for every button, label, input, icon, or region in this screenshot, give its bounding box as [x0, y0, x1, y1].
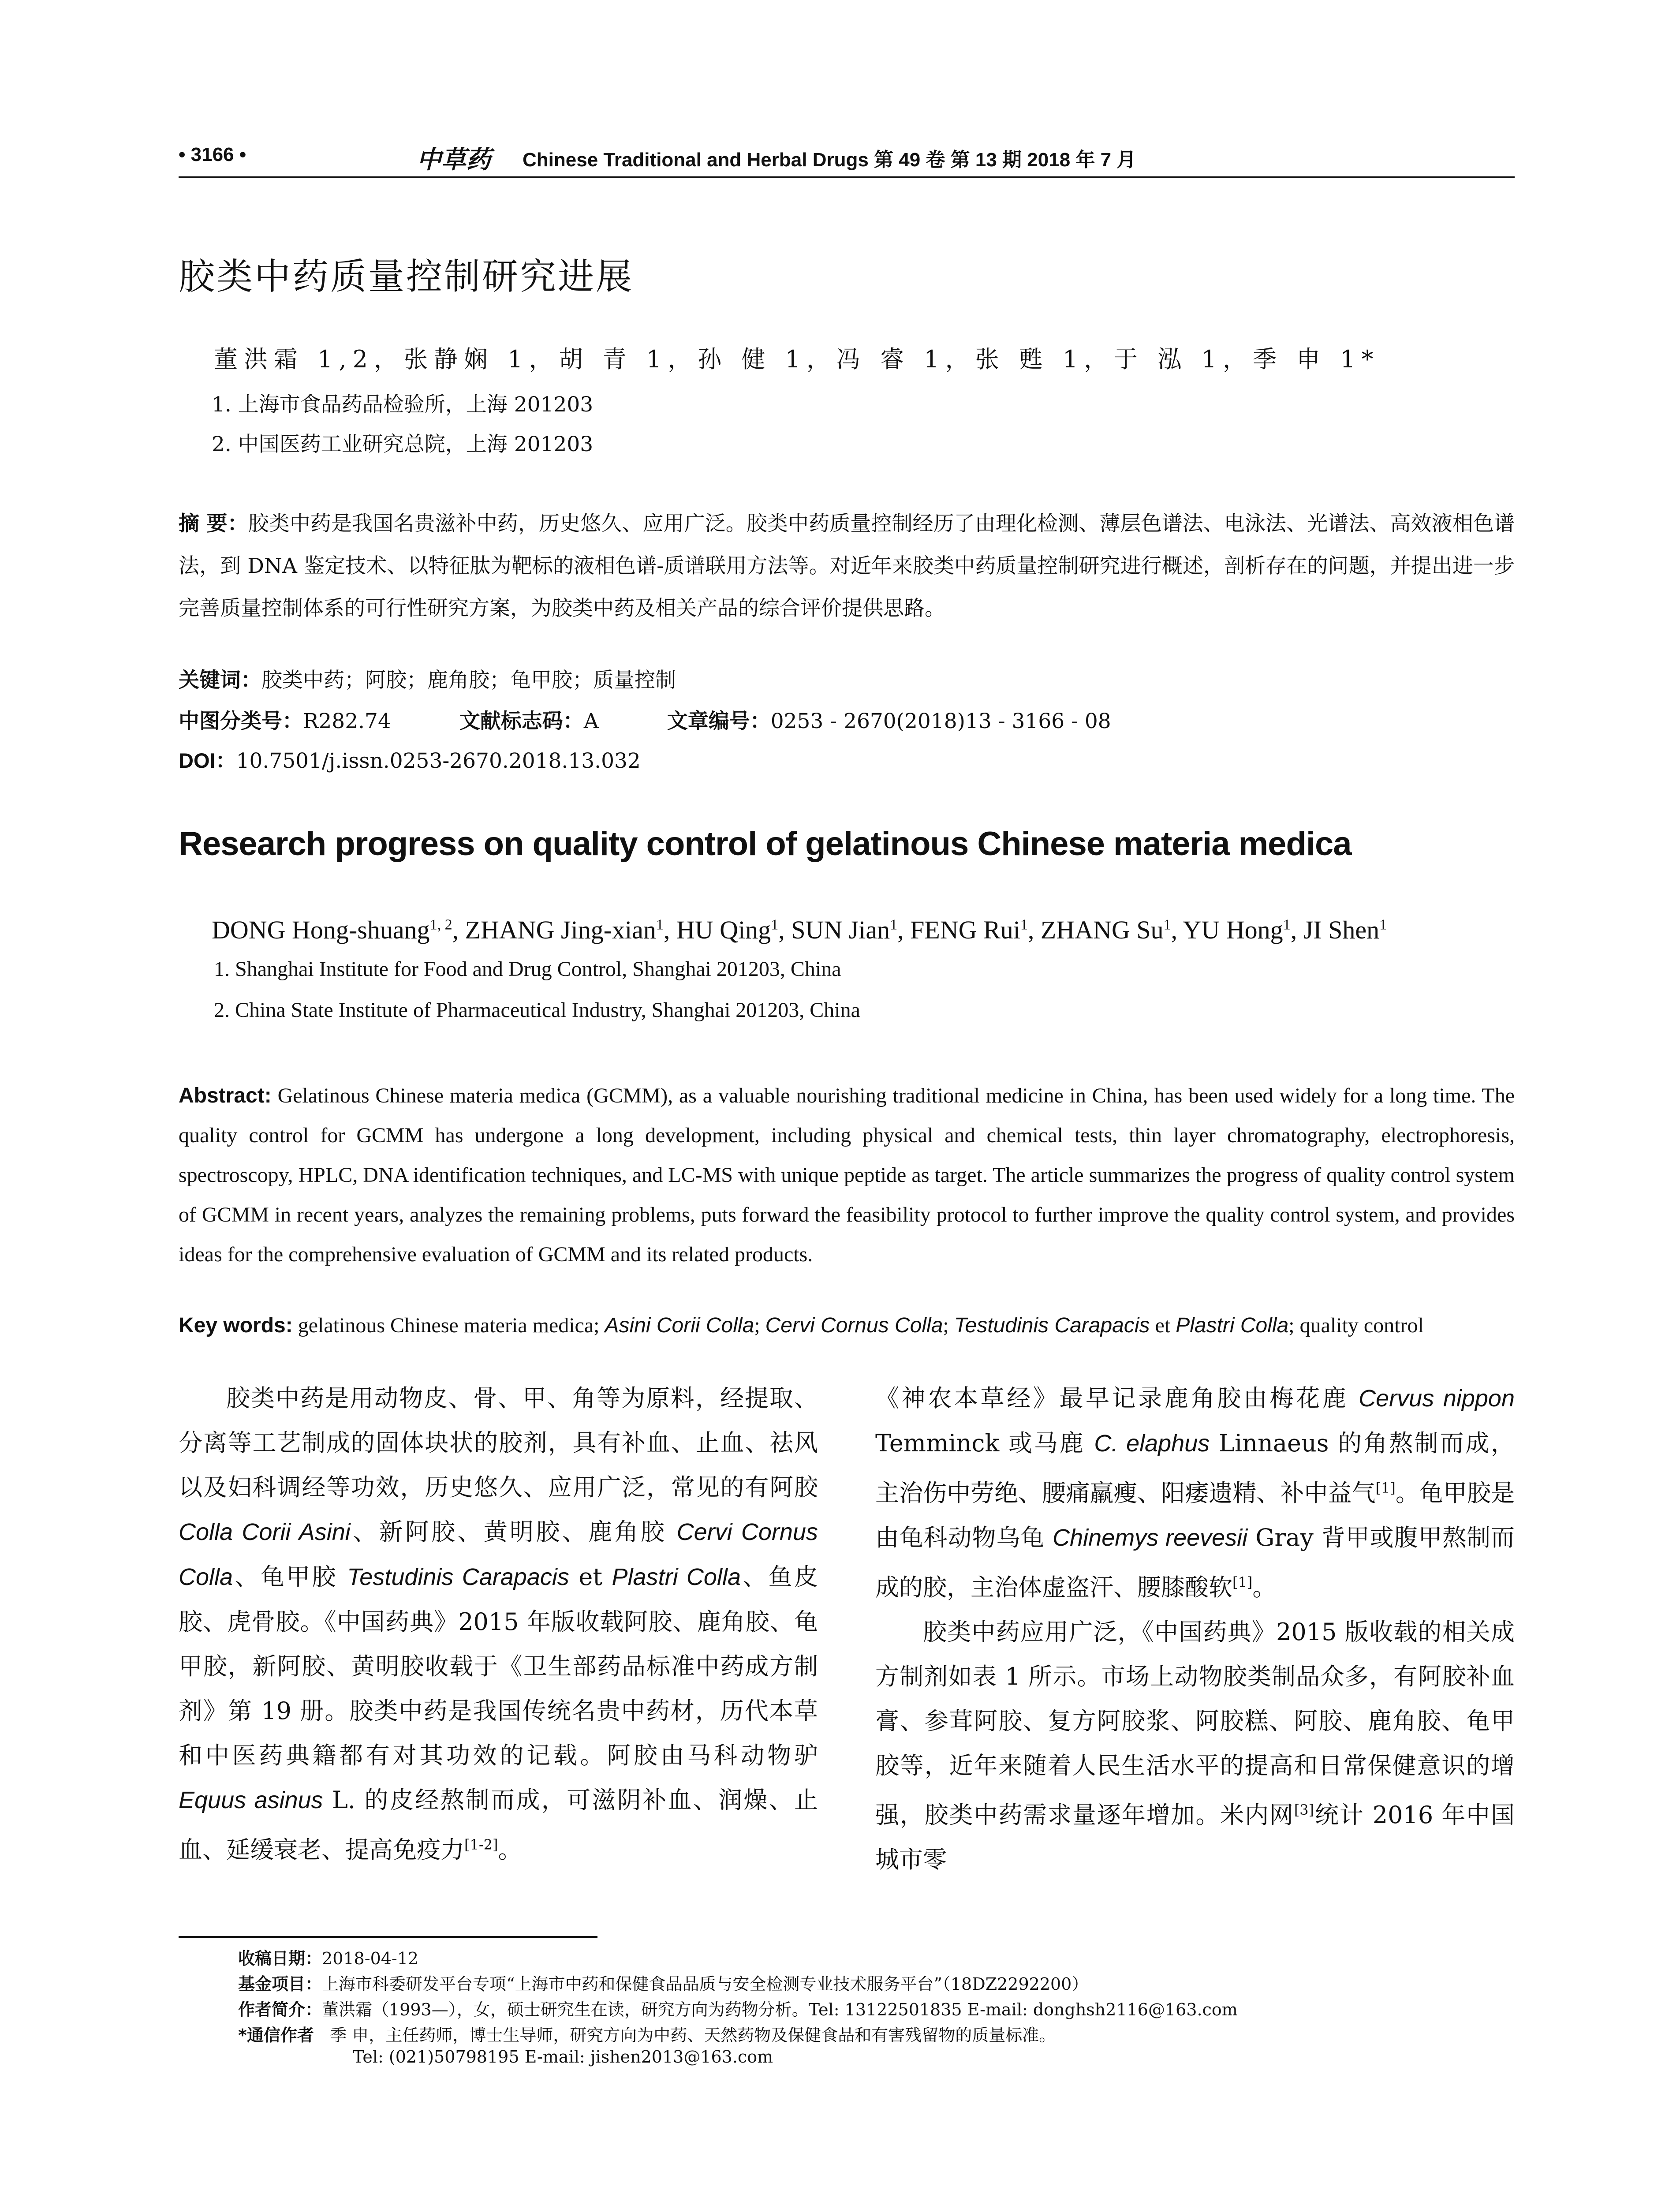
- keywords-en-label: Key words:: [179, 1314, 293, 1337]
- doi-line: [179, 744, 641, 774]
- footnote-fund: [238, 1970, 1088, 1995]
- body-column-right: [875, 1376, 1515, 1882]
- author-en-name: JI Shen: [1303, 916, 1380, 944]
- latin-name: Equus asinus: [179, 1787, 323, 1813]
- body-text: 胶类中药是用动物皮、骨、甲、角等为原料，经提取、分离等工艺制成的固体块状的胶剂，具有补血、止血、祛风以及妇科调经等功效，历史悠久、应用广泛，常见的有阿胶: [179, 1384, 818, 1501]
- abstract-en-text: Gelatinous Chinese materia medica (GCMM), as a valuable nourishing traditional medicine in China, has been used widely for a long time. The quality control for GCMM has undergone a long development, including physical and chemical tests, thin layer chromatography, electrophoresis, spectroscopy, HPLC, DNA identification techniques, and LC-MS with unique peptide as target. The article summarizes the progress of quality control system of GCMM in recent years, analyzes the remaining problems, puts forward the feasibility protocol to further improve the quality control system, and provides ideas for the comprehensive evaluation of GCMM and its related products.: [179, 1084, 1515, 1266]
- body-column-left: [179, 1376, 818, 1872]
- body-paragraph: [875, 1376, 1515, 1610]
- body-paragraph: [179, 1376, 818, 1872]
- latin-name: C. elaphus: [1094, 1430, 1210, 1457]
- keywords-en: [179, 1313, 1424, 1338]
- article-no-label: 文章编号：: [667, 709, 771, 733]
- author-en-sup: 1: [771, 916, 779, 933]
- footnote-rule: [179, 1936, 597, 1938]
- keywords-en-text: gelatinous Chinese materia medica;: [298, 1314, 605, 1337]
- footnote-label: 收稿日期：: [238, 1949, 322, 1968]
- body-text: Linnaeus 的角熬制而成，主治伤中劳绝、腰痛羸瘦、阳痿遗精、补中益气: [875, 1429, 1515, 1507]
- author-en-name: SUN Jian: [791, 916, 890, 944]
- clc-label: 中图分类号：: [179, 709, 303, 733]
- abstract-cn-text: 胶类中药是我国名贵滋补中药，历史悠久、应用广泛。胶类中药质量控制经历了由理化检测、薄层色谱法、电泳法、光谱法、高效液相色谱法，到 DNA 鉴定技术、以特征肽为靶标的液相色谱-质谱联用方法等。对近年来胶类中药质量控制研究进行概述，剖析存在的问题，并提出进一步完善质量控制体系的可行性研究方案，为胶类中药及相关产品的综合评价提供思路。: [179, 512, 1515, 620]
- author-en-sup: 1: [1379, 916, 1387, 933]
- body-text: 。龟甲胶是由龟科动物乌龟: [875, 1479, 1515, 1551]
- affiliation-cn-2: 2. 中国医药工业研究总院，上海 201203: [212, 432, 594, 456]
- body-text: et: [569, 1563, 612, 1591]
- footnote-label: *通信作者: [238, 2026, 314, 2045]
- author-en-name: DONG Hong-shuang: [212, 916, 430, 944]
- citation[interactable]: [1-2]: [464, 1836, 498, 1853]
- doc-code-value: A: [583, 709, 599, 733]
- keywords-en-text: ; quality control: [1288, 1314, 1424, 1337]
- classification-line: [179, 705, 1515, 734]
- latin-name: Plastri Colla: [612, 1564, 741, 1590]
- latin-name: Cervus nippon: [1359, 1385, 1515, 1412]
- author-en-sup: 1: [1283, 916, 1291, 933]
- citation[interactable]: [1]: [1375, 1480, 1396, 1496]
- author-en-name: HU Qing: [676, 916, 771, 944]
- body-text: Gray 背甲或腹甲熬制而成的胶，主治体虚盗汗、腰膝酸软: [875, 1524, 1515, 1601]
- doi-value[interactable]: 10.7501/j.issn.0253-2670.2018.13.032: [236, 749, 641, 773]
- body-text: 胶类中药应用广泛，《中国药典》2015 版收载的相关成方制剂如表 1 所示。市场上动物胶类制品众多，有阿胶补血膏、参茸阿胶、复方阿胶浆、阿胶糕、阿胶、鹿角胶、龟甲胶等，近年来随着人民生活水平的提高和日常保健意识的增强，胶类中药需求量逐年增加。米内网: [875, 1618, 1515, 1829]
- body-text: 。: [1252, 1573, 1277, 1601]
- affiliation-cn-1: 1. 上海市食品药品检验所，上海 201203: [212, 392, 594, 417]
- latin-name: Colla Corii Asini: [179, 1519, 351, 1545]
- keywords-cn-label: 关键词：: [179, 668, 261, 692]
- keyword-latin: Plastri Colla: [1176, 1314, 1289, 1337]
- body-text: 《神农本草经》最早记录鹿角胶由梅花鹿: [875, 1384, 1359, 1412]
- author-en-name: YU Hong: [1183, 916, 1283, 944]
- abstract-en: [179, 1076, 1515, 1274]
- keywords-cn: [179, 664, 676, 693]
- keywords-en-sep: ;: [754, 1314, 765, 1337]
- authors-cn: 董洪霜 1,2，张静娴 1，胡 青 1，孙 健 1，冯 睿 1，张 甦 1，于 泓 1，季 申 1*: [214, 345, 1380, 373]
- body-text: 、鱼皮胶、虎骨胶。《中国药典》2015 年版收载阿胶、鹿角胶、龟甲胶，新阿胶、黄明胶收载于《卫生部药品标准中药成方制剂》第 19 册。胶类中药是我国传统名贵中药材，历代本草和中医药典籍都有对其功效的记载。阿胶由马科动物驴: [179, 1563, 818, 1769]
- latin-name: Chinemys reevesii: [1053, 1525, 1248, 1551]
- footnote-text: 季 申，主任药师，博士生导师，研究方向为中药、天然药物及保健食品和有害残留物的质量标准。: [330, 2026, 1056, 2045]
- author-en-sup: 1, 2: [429, 916, 452, 933]
- keyword-latin: Asini Corii Colla: [605, 1314, 754, 1337]
- author-en-name: FENG Rui: [910, 916, 1020, 944]
- author-en-sup: 1: [656, 916, 664, 933]
- author-en-name: ZHANG Jing-xian: [465, 916, 656, 944]
- keyword-latin: Cervi Cornus Colla: [765, 1314, 943, 1337]
- affiliation-en-1: 1. Shanghai Institute for Food and Drug Control, Shanghai 201203, China: [214, 957, 841, 981]
- running-header: [179, 140, 1515, 176]
- keywords-cn-text: 胶类中药；阿胶；鹿角胶；龟甲胶；质量控制: [261, 668, 676, 692]
- body-paragraph: [875, 1610, 1515, 1882]
- title-cn: 胶类中药质量控制研究进展: [179, 256, 634, 298]
- footnote-author: [238, 1996, 1238, 2020]
- footnote-corresponding: [238, 2022, 1056, 2046]
- authors-en: DONG Hong-shuang$^{1, 2}$, ZHANG Jing-xian$^1$, HU Qing$^1$, SUN Jian$^1$, FENG Rui$^1$, ZHANG Su$^1$, YU Hong$^1$, JI Shen$^1$: [212, 916, 1387, 944]
- body-text: Temminck 或马鹿: [875, 1429, 1094, 1457]
- keywords-en-sep: et: [1150, 1314, 1176, 1337]
- journal-info: Chinese Traditional and Herbal Drugs 第 49 卷 第 13 期 2018 年 7 月: [523, 149, 1136, 171]
- abstract-cn-label: 摘 要：: [179, 512, 248, 536]
- author-en-name: ZHANG Su: [1040, 916, 1164, 944]
- latin-name: Cervi Cornus Colla: [179, 1519, 818, 1590]
- footnote-label: 基金项目：: [238, 1974, 322, 1994]
- footnote-text: 2018-04-12: [322, 1949, 419, 1968]
- latin-name: Testudinis Carapacis: [347, 1564, 569, 1590]
- body-text: L. 的皮经熬制而成，可滋阴补血、润燥、止血、延缓衰老、提高免疫力: [179, 1786, 818, 1864]
- abstract-en-label: Abstract:: [179, 1084, 272, 1107]
- body-text: 、新阿胶、黄明胶、鹿角胶: [350, 1518, 677, 1546]
- abstract-cn: [179, 503, 1515, 630]
- page-number: • 3166 •: [179, 144, 246, 165]
- journal-name-cn: 中草药: [417, 145, 491, 174]
- footnote-corresponding-contact: Tel: (021)50798195 E-mail: jishen2013@163.com: [353, 2047, 773, 2067]
- body-text: 、龟甲胶: [233, 1563, 347, 1591]
- doi-label: DOI：: [179, 749, 236, 772]
- footnote-received: [238, 1945, 418, 1969]
- title-en: Research progress on quality control of gelatinous Chinese materia medica: [179, 825, 1351, 863]
- citation[interactable]: [3]: [1294, 1801, 1314, 1818]
- body-text: 。: [498, 1836, 522, 1864]
- author-en-sup: 1: [1163, 916, 1171, 933]
- body-text: 统计 2016 年中国城市零: [875, 1801, 1515, 1873]
- article-no-value: 0253 - 2670(2018)13 - 3166 - 08: [770, 709, 1111, 733]
- author-en-sup: 1: [890, 916, 898, 933]
- citation[interactable]: [1]: [1232, 1574, 1253, 1591]
- clc-value: R282.74: [303, 709, 391, 733]
- header-rule: [179, 176, 1515, 178]
- footnote-label: 作者简介：: [238, 2000, 322, 2019]
- keywords-en-sep: ;: [943, 1314, 954, 1337]
- footnote-text: 董洪霜（1993—），女，硕士研究生在读，研究方向为药物分析。Tel: 13122501835 E-mail: donghsh2116@163.com: [322, 2000, 1238, 2019]
- footnote-text: 上海市科委研发平台专项“上海市中药和保健食品品质与安全检测专业技术服务平台”（18DZ2292200）: [322, 1974, 1089, 1994]
- affiliation-en-2: 2. China State Institute of Pharmaceutical Industry, Shanghai 201203, China: [214, 998, 860, 1022]
- doc-code-label: 文献标志码：: [459, 709, 584, 733]
- author-en-sup: 1: [1020, 916, 1028, 933]
- keyword-latin: Testudinis Carapacis: [954, 1314, 1150, 1337]
